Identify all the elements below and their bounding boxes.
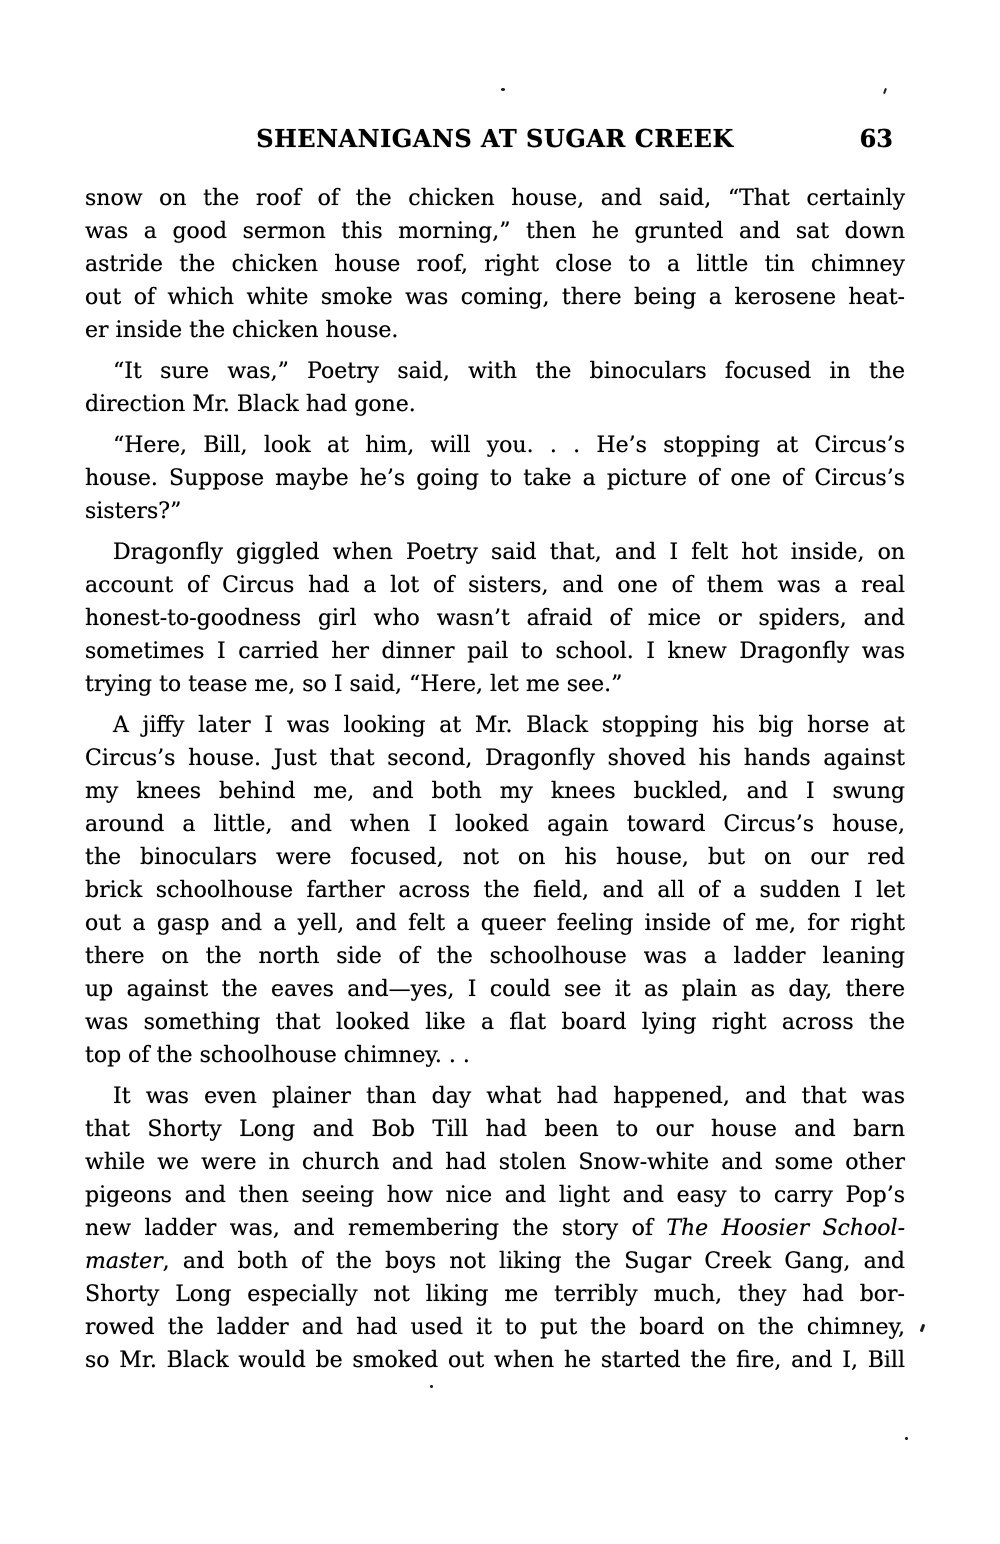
text-line: Dragonfly giggled when Poetry said that, and I felt hot inside, on <box>113 540 905 565</box>
paragraph <box>85 709 905 1072</box>
paragraph <box>85 355 905 421</box>
text-line: astride the chicken house roof, right close to a little tin chimney <box>85 252 905 277</box>
text-line: trying to tease me, so I said, “Here, let me see.” <box>85 672 623 697</box>
text-line: sometimes I carried her dinner pail to school. I knew Dragonfly was <box>85 639 905 664</box>
text-line: honest-to-goodness girl who wasn’t afraid of mice or spiders, and <box>85 606 905 631</box>
text-line: so Mr. Black would be smoked out when he started the fire, and I, Bill <box>85 1348 905 1373</box>
paragraph <box>85 1080 905 1377</box>
scan-speck <box>920 1324 926 1333</box>
paragraph <box>85 429 905 528</box>
text-line: “Here, Bill, look at him, will you. . . He’s stopping at Circus’s <box>113 433 905 458</box>
text-line: A jiffy later I was looking at Mr. Black stopping his big horse at <box>113 713 905 738</box>
running-title: SHENANIGANS AT SUGAR CREEK <box>256 124 734 153</box>
text-line: account of Circus had a lot of sisters, and one of them was a real <box>85 573 905 598</box>
text-line: there on the north side of the schoolhouse was a ladder leaning <box>85 944 905 969</box>
text-line: house. Suppose maybe he’s going to take a picture of one of Circus’s <box>85 466 905 491</box>
text-line: new ladder was, and remembering the story of The Hoosier School- <box>85 1216 905 1241</box>
paragraph <box>85 182 905 347</box>
text-line: rowed the ladder and had used it to put the board on the chimney, <box>85 1315 905 1340</box>
text-line: out of which white smoke was coming, there being a kerosene heat- <box>85 285 905 310</box>
scan-speck <box>905 1437 908 1440</box>
text-line: brick schoolhouse farther across the field, and all of a sudden I let <box>85 878 905 903</box>
scan-speck <box>883 88 887 94</box>
text-line: master, and both of the boys not liking the Sugar Creek Gang, and <box>85 1249 905 1274</box>
scan-speck <box>430 1385 433 1388</box>
text-line: while we were in church and had stolen Snow-white and some other <box>85 1150 905 1175</box>
text-line: that Shorty Long and Bob Till had been to our house and barn <box>85 1117 905 1142</box>
text-line: Shorty Long especially not liking me terribly much, they had bor- <box>85 1282 905 1307</box>
text-line: er inside the chicken house. <box>85 318 399 343</box>
text-line: up against the eaves and—yes, I could see it as plain as day, there <box>85 977 905 1002</box>
body-text <box>85 182 905 1385</box>
scan-speck <box>501 88 505 91</box>
text-line: Circus’s house. Just that second, Dragonfly shoved his hands against <box>85 746 905 771</box>
text-line: was a good sermon this morning,” then he grunted and sat down <box>85 219 905 244</box>
text-line: It was even plainer than day what had happened, and that was <box>113 1084 905 1109</box>
text-line: my knees behind me, and both my knees buckled, and I swung <box>85 779 905 804</box>
text-line: snow on the roof of the chicken house, and said, “That certainly <box>85 186 905 211</box>
text-line: top of the schoolhouse chimney. . . <box>85 1043 470 1068</box>
text-line: pigeons and then seeing how nice and light and easy to carry Pop’s <box>85 1183 905 1208</box>
text-line: was something that looked like a flat board lying right across the <box>85 1010 905 1035</box>
text-line: sisters?” <box>85 499 182 524</box>
text-line: “It sure was,” Poetry said, with the binoculars focused in the <box>113 359 905 384</box>
page-header <box>85 124 905 154</box>
text-line: direction Mr. Black had gone. <box>85 392 416 417</box>
text-line: around a little, and when I looked again toward Circus’s house, <box>85 812 905 837</box>
text-line: the binoculars were focused, not on his house, but on our red <box>85 845 905 870</box>
page-number: 63 <box>859 124 893 153</box>
text-line: out a gasp and a yell, and felt a queer feeling inside of me, for right <box>85 911 905 936</box>
paragraph <box>85 536 905 701</box>
